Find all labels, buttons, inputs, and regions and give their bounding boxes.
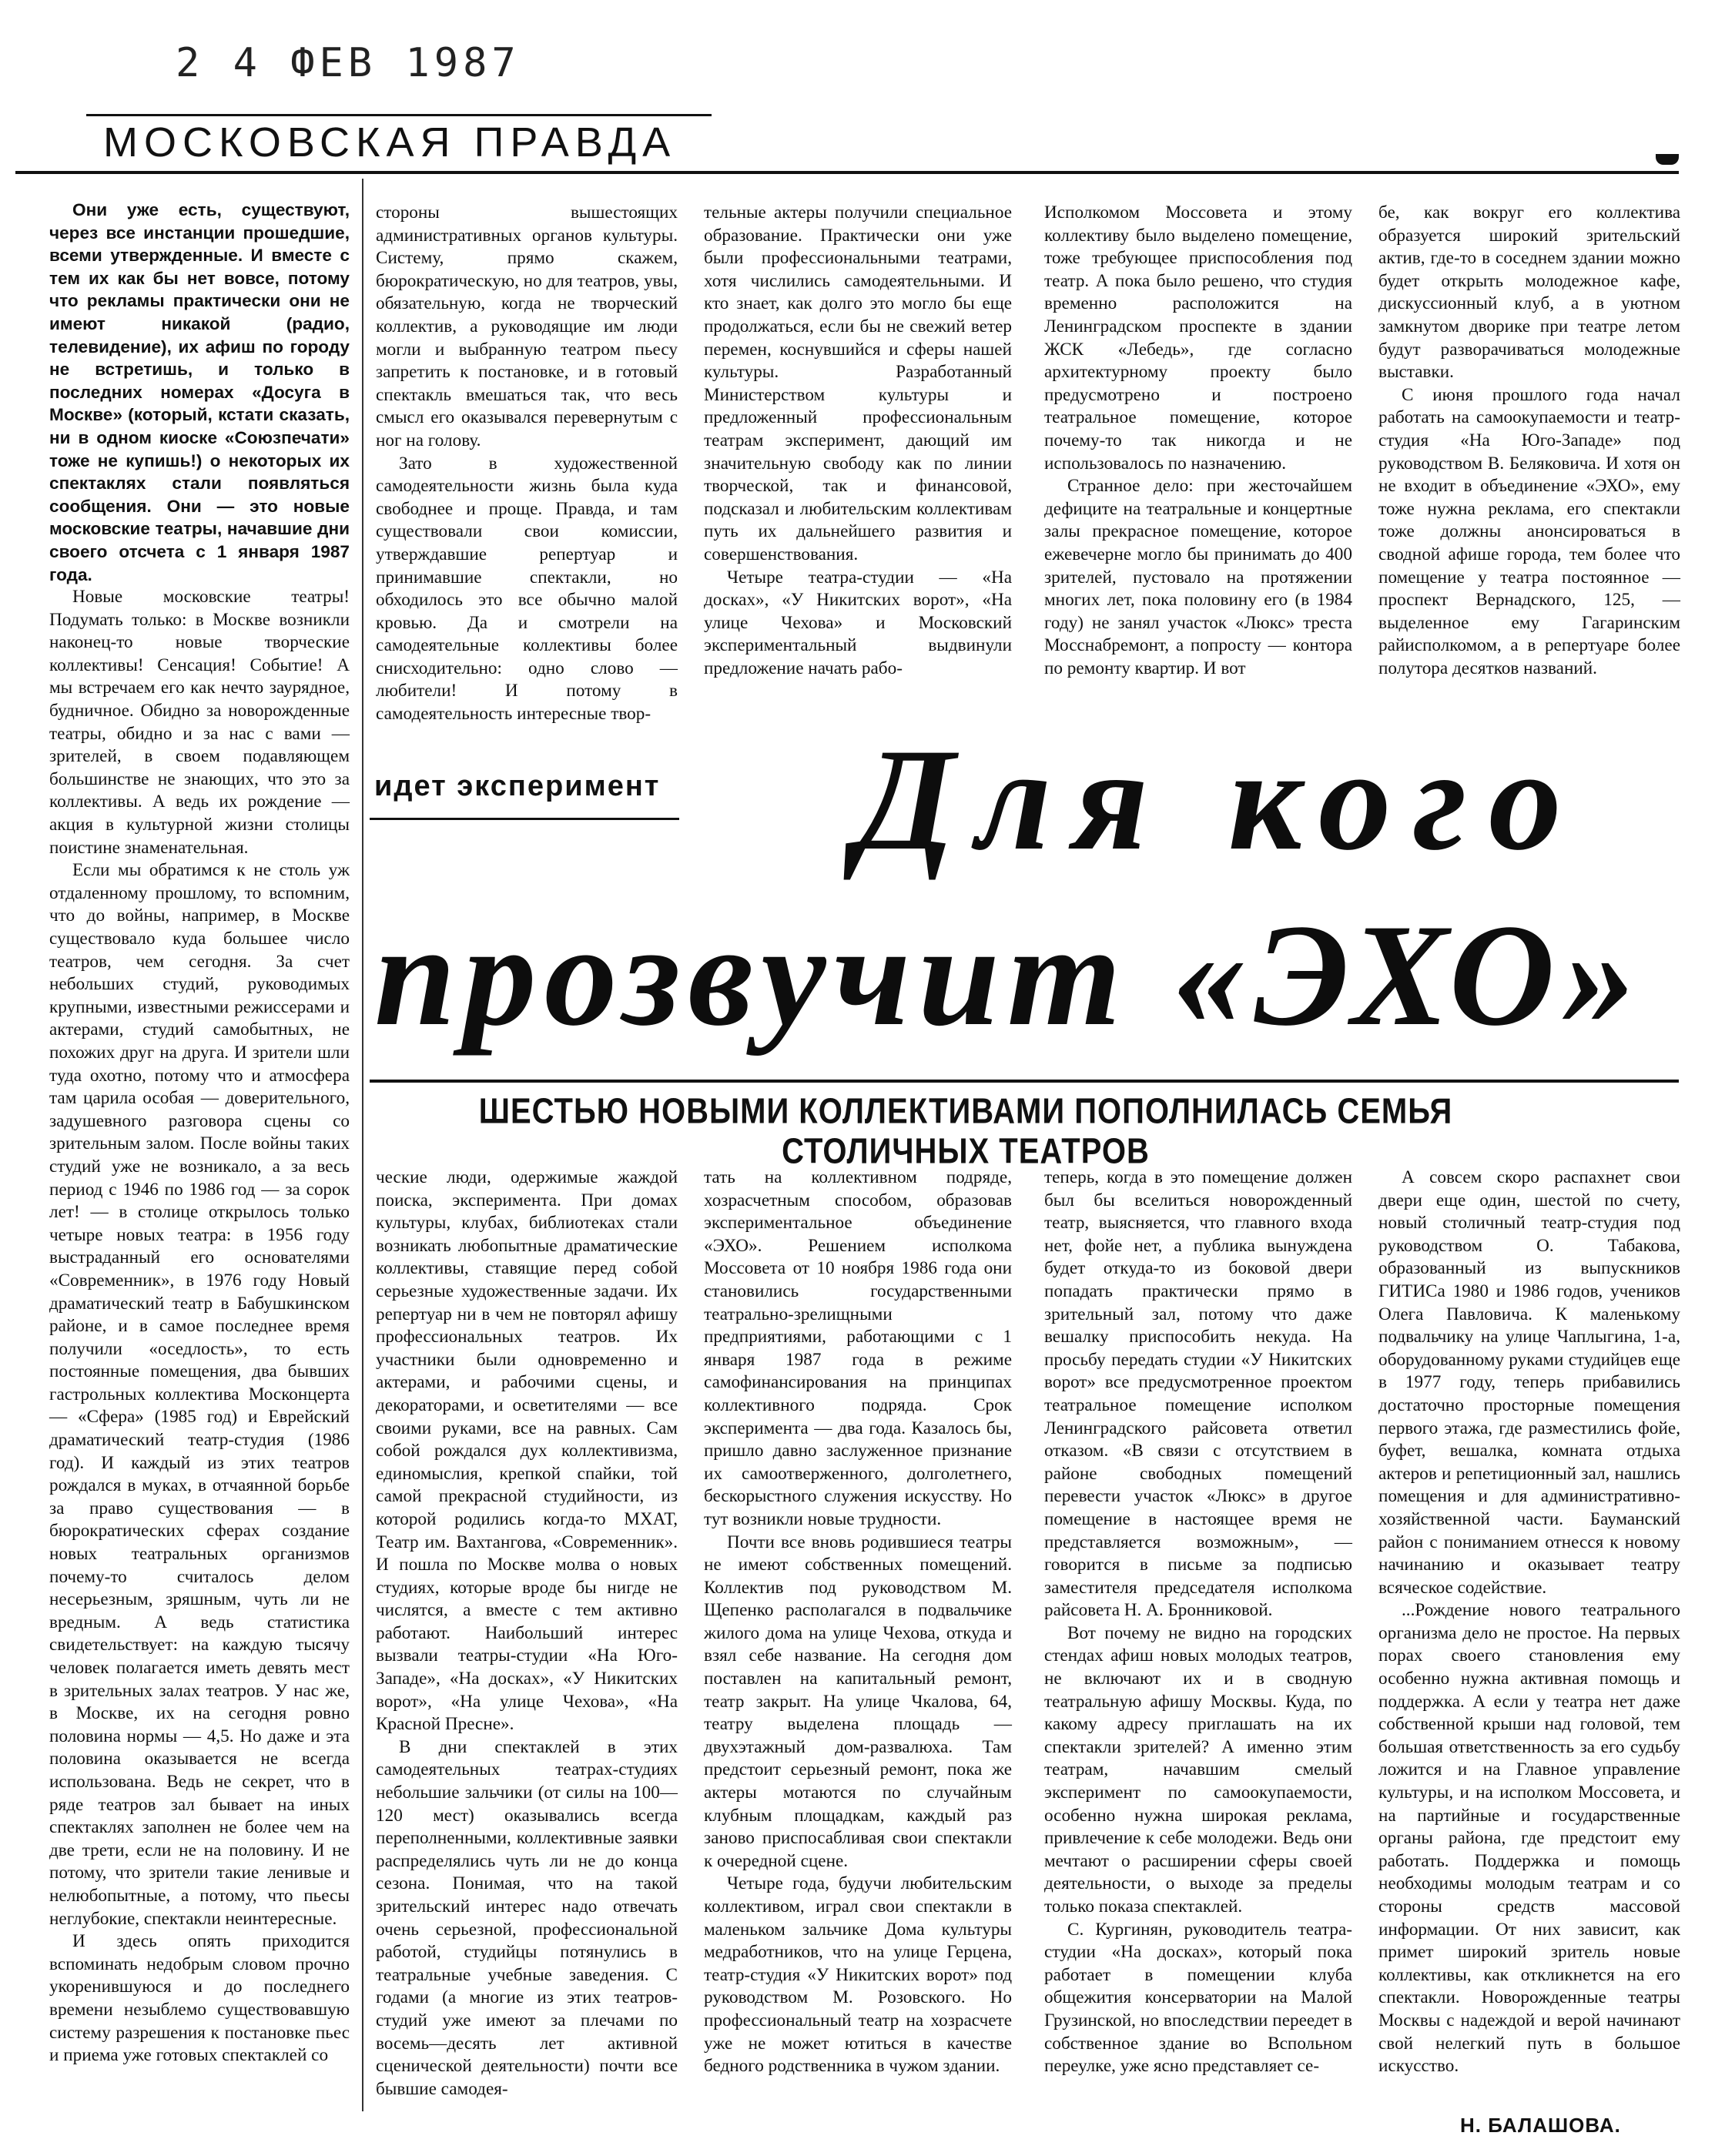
- article-lead: Они уже есть, существуют, через все инстанции прошедшие, всеми утвержденные. И вместе с тем их как бы нет вовсе, потому что рекламы практически они не имеют никакой (радио, телевидение), их афиш по городу не встретишь, и только в последних номерах «Досуга в Москве» (который, кстати сказать, ни в одном киоске «Союзпечати» тоже не купишь!) о некоторых их спектаклях стали появляться сообщения. Они — это новые московские театры, начавшие дни своего отсчета с 1 января 1987 года.: [49, 200, 350, 584]
- article-column-1: [49, 199, 350, 2116]
- article-column-3-bottom: [704, 1167, 1012, 2121]
- paragraph: Если мы обратимся к не столь уж отдаленному прошлому, то вспомним, что до войны, например, в Москве существовало куда большее число театров, чем сегодня. За счет небольших студий, руководимых крупными, известными режиссерами и актерами, студий самобытных, не похожих друг на друга. И зрители шли туда охотно, потому что и атмосфера там царила особая — доверительного, задушевного разговора сцены со зрительным залом. После войны таких студий уже не возникало, а за весь период с 1946 по 1986 год — за сорок лет! — в столице открылось только четыре новых театра: в 1956 году выстраданный его основателями «Современник», в 1976 году Новый драматический театр в Бабушкинском районе, и в самое последнее время получили «оседлость», то есть постоянные помещения, два бывших гастрольных коллектива Москонцерта — «Сфера» (1985 год) и Еврейский драматический театр-студия (1986 год). И каждый из этих театров рождался в муках, в отчаянной борьбе за право существования — в бюрократических сферах создание новых театральных организмов почему-то считалось делом несерьезным, зряшным, чуть ли не вредным. А ведь статистика свидетельствует: на каждую тысячу человек полагается иметь девять мест в зрительных залах театров. У нас же, в Москве, их на сегодня ровно половина нормы — 4,5. Но даже и эта половина оказывается не всегда использована. Ведь не секрет, что в ряде театров зал бывает на иных спектаклях заполнен не более чем на две трети, если не на половину. И не потому, что зрители такие ленивые и нелюбопытные, а потому, что пьесы неглубокие, спектакли неинтересные.: [49, 860, 350, 1929]
- article-column-3-top: [704, 202, 1012, 695]
- paragraph: Странное дело: при жесточайшем дефиците на театральные и концертные залы прекрасное помещение, которое ежевечерне могло бы принимать до 400 зрителей, пустовало на протяжении многих лет, пока половину его (в 1984 году) не занял участок «Люкс» треста Мосснабремонт, а попросту — контора по ремонту квартир. И вот: [1044, 476, 1352, 678]
- paragraph: С. Кургинян, руководитель театра-студии «На досках», который пока работает в помещении клуба общежития консерватории на Малой Грузинской, но впоследствии переедет в собственное здание во Вспольном переулке, уже ясно представляет се-: [1044, 1919, 1352, 2077]
- paragraph: теперь, когда в это помещение должен был бы вселиться новорожденный театр, выясняется, что главного входа нет, фойе нет, а публика вынуждена будет откуда-то из боковой двери попадать практически прямо в зрительный зал, потому что даже вешалку приспособить некуда. На просьбу передать студии «У Никитских ворот» все предусмотренное проектом театральное помещение исполком Ленинградского райсовета ответил отказом. «В связи с отсутствием в районе свободных помещений перевести участок «Люкс» в другое помещение в настоящее время не представляется возможным», — говорится в письме за подписью заместителя председателя исполкома райсовета Н. А. Бронниковой.: [1044, 1167, 1352, 1621]
- headline-rule: [370, 1080, 1679, 1083]
- paragraph: В дни спектаклей в этих самодеятельных театрах-студиях небольшие зальчики (от силы на 100—120 мест) оказывались всегда переполненными, коллективные заявки распределялись чуть ли не до конца сезона. Понимая, что на такой зрительский интерес надо отвечать очень серьезной, профессиональной работой, студийцы потянулись в театральные учебные заведения. С годами (а многие из этих театров-студий уже имеют за плечами по восемь—десять лет активной сценической деятельности) почти все бывшие самодея-: [376, 1736, 678, 2099]
- article-column-4-bottom: [1044, 1167, 1352, 2121]
- frame-notch: [1656, 154, 1679, 165]
- article-column-2-top: [376, 202, 678, 725]
- date-stamp: 2 4 ФЕВ 1987: [176, 40, 521, 86]
- paragraph: Почти все вновь родившиеся театры не имеют собственных помещений. Коллектив под руководством М. Щепенко располагался в подвальчике жилого дома на улице Чехова, откуда и взял себе название. На сегодня дом поставлен на капитальный ремонт, театр закрыт. На улице Чкалова, 64, театру выделена площадь — двухэтажный дом-развалюха. Там предстоит серьезный ремонт, пока же актеры мотаются по случайным клубным площадкам, каждый раз заново приспосабливая свои спектакли к очередной сцене.: [704, 1532, 1012, 1871]
- rubric-rule: [370, 818, 679, 820]
- paragraph: тельные актеры получили специальное образование. Практически они уже были профессиональными театрами, хотя числились самодеятельными. И кто знает, как долго это могло бы еще продолжаться, если бы не свежий ветер перемен, коснувшийся и сферы нашей культуры. Разработанный Министерством культуры и предложенный профессиональным театрам эксперимент, дающий им значительную свободу как по линии творческой, так и финансовой, подсказал и любительским коллективам путь их дальнейшего развития и совершенствования.: [704, 203, 1012, 564]
- rubric-label: идет эксперимент: [374, 770, 661, 802]
- author-signature: Н. БАЛАШОВА.: [1460, 2114, 1621, 2137]
- article-subtitle: ШЕСТЬЮ НОВЫМИ КОЛЛЕКТИВАМИ ПОПОЛНИЛАСЬ СЕМЬЯ СТОЛИЧНЫХ ТЕАТРОВ: [478, 1092, 1453, 1171]
- paragraph: Четыре театра-студии — «На досках», «У Никитских ворот», «На улице Чехова» и Московский экспериментальный выдвинули предложение начать рабо-: [704, 567, 1012, 678]
- paragraph: Исполкомом Моссовета и этому коллективу было выделено помещение, тоже требующее приспособления под театр. А пока было решено, что студия временно расположится на Ленинградском проспекте в здании ЖСК «Лебедь», где согласно архитектурному проекту было предусмотрено и построено театральное помещение, которое почему-то так никогда и не использовалось по назначению.: [1044, 203, 1352, 474]
- headline-line-1: Для кого: [855, 719, 1583, 881]
- paragraph: ...Рождение нового театрального организма дело не простое. На первых порах своего становления ему особенно нужна активная помощь и поддержка. А если у театра нет даже собственной крыши над головой, тем большая ответственность за его судьбу ложится и на Главное управление культуры, и на исполком Моссовета, и на партийные и государственные органы района, где предстоит ему работать. Поддержка и помощь необходимы молодым театрам и со стороны средств массовой информации. От них зависит, как примет широкий зритель новые коллективы, как откликнется на его спектакли. Новорожденные театры Москвы с надеждой и верой начинают свой нелегкий путь в большое искусство.: [1378, 1600, 1680, 2077]
- paragraph: Вот почему не видно на городских стендах афиш новых молодых театров, не включают их и в сводную театральную афишу Москвы. Куда, по какому адресу приглашать на их спектакли зрителей? А именно этим театрам, начавшим смелый эксперимент по самоокупаемости, особенно нужна широкая реклама, привлечение к себе молодежи. Ведь они мечтают о расширении сферы своей деятельности, о выходе за пределы только показа спектаклей.: [1044, 1622, 1352, 1917]
- paragraph: Зато в художественной самодеятельности жизнь была куда свободнее и проще. Правда, и там существовали свои комиссии, утверждавшие репертуар и принимавшие спектакли, но обходилось это все обычно малой кровью. Да и смотрели на самодеятельные коллективы более снисходительно: одно слово — любители! И потому в самодеятельность интересные твор-: [376, 453, 678, 725]
- column-rule-1: [362, 179, 363, 2111]
- paragraph: С июня прошлого года начал работать на самоокупаемости и театр-студия «На Юго-Западе» под руководством В. Беляковича. И хотя он не входит в объединение «ЭХО», ему тоже нужна реклама, его спектакли тоже должны анонсироваться в сводной афише города, тем более что помещение у театра постоянное — проспект Вернадского, 125, — выделенное ему Гагаринским райисполкомом, а в репертуаре более полутора десятков названий.: [1378, 384, 1680, 678]
- paragraph: Четыре года, будучи любительским коллективом, играл свои спектакли в маленьком зальчике Дома культуры медработников, что на улице Герцена, театр-студия «У Никитских ворот» под руководством М. Розовского. Но профессиональный театр на хозрасчете уже не может ютиться в качестве бедного родственника в чужом здании.: [704, 1873, 1012, 2077]
- paragraph: ческие люди, одержимые жаждой поиска, эксперимента. При домах культуры, клубах, библиотеках стали возникать любопытные драматические коллективы, ставящие перед собой серьезные художественные задачи. Их репертуар ни в чем не повторял афишу профессиональных театров. Их участники были одновременно и актерами, и рабочими сцены, и декораторами, и осветителями — все своими руками, все на равных. Сам собой рождался дух коллективизма, единомыслия, крепкой спайки, той самой прекрасной студийности, из которой родились когда-то МХАТ, Театр им. Вахтангова, «Современник». И пошла по Москве молва о новых студиях, которые вроде бы нигде не числятся, а вместе с тем активно работают. Наибольший интерес вызвали театры-студии «На Юго-Западе», «На досках», «У Никитских ворот», «На улице Чехова», «На Красной Пресне».: [376, 1167, 678, 1735]
- paragraph: бе, как вокруг его коллектива образуется широкий зрительский актив, где-то в соседнем здании можно будет открыть молодежное кафе, дискуссионный клуб, а в уютном замкнутом дворике при театре летом будут разворачиваться молодежные выставки.: [1378, 203, 1680, 383]
- article-column-4-top: [1044, 202, 1352, 695]
- article-column-5-bottom: [1378, 1167, 1680, 2106]
- paragraph: стороны вышестоящих административных органов культуры. Систему, прямо скажем, бюрократическую, но для театров, увы, обязательную, когда не творческий коллектив, а руководящие им люди могли и выбранную театром пьесу запретить к постановке, и в готовый спектакль вмешаться так, что весь смысл его оказывался перевернутым с ног на голову.: [376, 203, 678, 450]
- masthead-rule: [86, 114, 712, 116]
- article-column-2-bottom: [376, 1167, 678, 2121]
- paragraph: Новые московские театры! Подумать только: в Москве возникли наконец-то новые творческие коллективы! Сенсация! Событие! А мы встречаем его как нечто заурядное, будничное. Обидно за новорожденные театры, обидно и за нас с вами — зрителей, в своем подавляющем большинстве не знающих, что это за коллективы. А ведь их рождение — акция в культурной жизни столицы поистине знаменательная.: [49, 587, 350, 858]
- paragraph: И здесь опять приходится вспоминать недобрым словом прочно укоренившуюся и до последнего времени незыблемо существовавшую систему разрешения к постановке пьес и приема уже готовых спектаклей со: [49, 1931, 350, 2066]
- article-column-5-top: [1378, 202, 1680, 695]
- frame-top-rule: [15, 171, 1679, 174]
- paragraph: тать на коллективном подряде, хозрасчетным способом, образовав экспериментальное объединение «ЭХО». Решением исполкома Моссовета от 10 ноября 1986 года они становились государственными театрально-зрелищными предприятиями, работающими с 1 января 1987 года в режиме самофинансирования на принципах коллективного подряда. Срок эксперимента — два года. Казалось бы, пришло давно заслуженное признание их самоотверженного, долголетнего, бескорыстного служения искусству. Но тут возникли новые трудности.: [704, 1167, 1012, 1529]
- paragraph: А совсем скоро распахнет свои двери еще один, шестой по счету, новый столичный театр-студия под руководством О. Табакова, образованный из выпускников ГИТИСа 1980 и 1986 годов, учеников Олега Павловича. К маленькому подвальчику на улице Чаплыгина, 1-а, оборудованному руками студийцев еще в 1977 году, теперь прибавились достаточно просторные помещения первого этажа, где разместились фойе, буфет, вешалка, комната отдыха актеров и репетиционный зал, нашлись помещения и для административно-хозяйственной части. Бауманский район с пониманием отнесся к новому начинанию и оказывает театру всяческое содействие.: [1378, 1167, 1680, 1598]
- newspaper-masthead: МОСКОВСКАЯ ПРАВДА: [103, 119, 677, 166]
- headline-line-2: прозвучит «ЭХО»: [374, 895, 1643, 1056]
